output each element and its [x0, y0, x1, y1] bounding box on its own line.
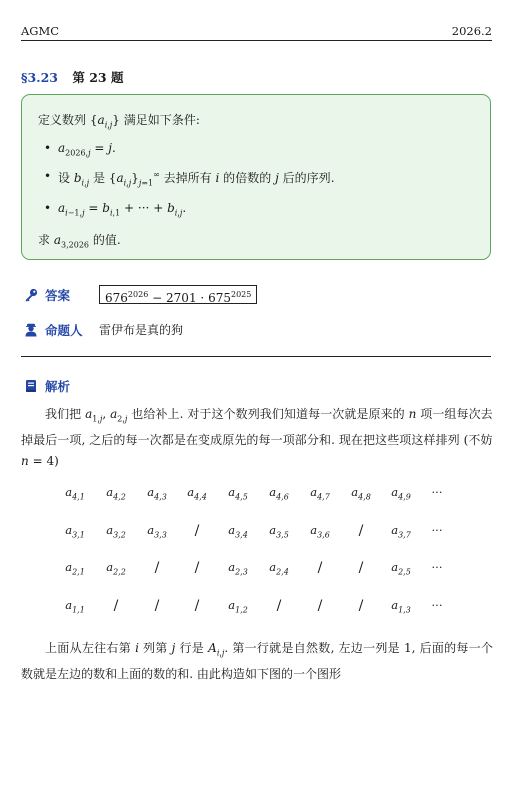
table-cell: $a_{4,1}$ — [65, 485, 85, 502]
problem-bullet: • $a_{i-1,j} = b_{i,1}$ + ··· + $b_{i,j}$. — [58, 201, 186, 217]
table-cell: / — [358, 522, 364, 539]
table-cell: $a_{3,1}$ — [65, 522, 85, 539]
table-cell: $a_{4,5}$ — [228, 485, 248, 502]
table-cell: $a_{3,2}$ — [106, 522, 126, 539]
header-left: AGMC — [21, 24, 60, 38]
table-cell: / — [194, 560, 200, 576]
problem-box — [21, 94, 491, 260]
table-cell: / — [113, 597, 119, 614]
table-cell: $a_{4,7}$ — [310, 485, 330, 502]
table-cell: $a_{4,4}$ — [187, 485, 207, 502]
problem-ask: 求 $a_{3,2026}$ 的值. — [38, 233, 121, 250]
table-cell: $a_{4,2}$ — [106, 485, 126, 502]
table-cell: ··· — [431, 597, 443, 612]
person-icon — [24, 323, 38, 337]
divider — [21, 356, 491, 357]
table-cell: $a_{1,3}$ — [391, 597, 411, 614]
table-cell: $a_{4,9}$ — [391, 485, 411, 502]
table-cell: $a_{1,2}$ — [228, 597, 248, 614]
author-name: 雷伊布是真的狗 — [99, 323, 184, 337]
table-cell: $a_{3,6}$ — [310, 522, 330, 539]
table-cell: / — [154, 597, 160, 614]
table-cell: / — [358, 597, 364, 614]
header-right: 2026.2 — [451, 24, 492, 38]
solution-label-text: 解析 — [45, 379, 71, 394]
table-cell: / — [194, 597, 200, 614]
table-cell: $a_{2,5}$ — [391, 560, 411, 577]
table-cell: $a_{4,8}$ — [351, 485, 371, 502]
table-cell: / — [358, 560, 364, 576]
answer-label — [24, 286, 70, 304]
table-cell: / — [276, 597, 282, 614]
table-cell: ··· — [431, 522, 443, 537]
solution-label — [24, 377, 70, 395]
problem-bullet: • $a_{2026,j} = j$. — [58, 141, 116, 157]
section-title: 第 23 题 — [72, 70, 124, 85]
table-cell: $a_{2,3}$ — [228, 560, 248, 577]
table-cell: $a_{3,7}$ — [391, 522, 411, 539]
table-cell: ··· — [431, 560, 443, 574]
answer-label-text: 答案 — [45, 288, 71, 303]
section-heading — [21, 68, 123, 86]
table-cell: $a_{3,4}$ — [228, 522, 248, 539]
solution-paragraph: 我们把 $a_{1,j}$, $a_{2,j}$ 也给补上. 对于这个数列我们知道每一次就是原来的 n 项一组每次去掉最后一项, 之后的每一次都是在变成原先的每一项部分和. 现在把这些项这样排列 (不妨 n = 4) — [21, 407, 493, 469]
table-cell: $a_{2,1}$ — [65, 560, 85, 577]
table-cell: / — [194, 522, 200, 539]
table-cell: / — [317, 597, 323, 614]
table-cell: / — [154, 560, 160, 576]
table-cell: / — [317, 560, 323, 576]
author-label — [24, 321, 83, 339]
problem-bullet: • 设 $b_{i,j}$ 是 $\{a_{i,j}\}_{j=1}^\infty$ 去掉所有 i 的倍数的 j 后的序列. — [58, 169, 335, 187]
key-icon — [24, 288, 38, 302]
author-label-text: 命题人 — [45, 323, 83, 338]
table-cell: $a_{4,6}$ — [269, 485, 289, 502]
table-cell: $a_{4,3}$ — [147, 485, 167, 502]
answer-value: $676^{2026} - 2701 \cdot 675^{2025}$ — [99, 285, 257, 304]
solution-paragraph: 上面从左往右第 i 列第 j 行是 $A_{i,j}$. 第一行就是自然数, 左边一列是 1, 后面的每一个数就是左边的数和上面的数的和. 由此构造如下图的一个图形 — [21, 641, 493, 681]
table-cell: $a_{3,3}$ — [147, 522, 167, 539]
table-cell: $a_{2,4}$ — [269, 560, 289, 577]
problem-intro: 定义数列 $\{a_{i,j}\}$ 满足如下条件: — [38, 113, 200, 130]
book-icon — [24, 379, 38, 393]
table-cell: $a_{3,5}$ — [269, 522, 289, 539]
page-header — [21, 24, 492, 41]
table-cell: $a_{2,2}$ — [106, 560, 126, 577]
section-number: §3.23 — [21, 70, 58, 85]
table-cell: $a_{1,1}$ — [65, 597, 85, 614]
table-cell: ··· — [431, 485, 443, 499]
